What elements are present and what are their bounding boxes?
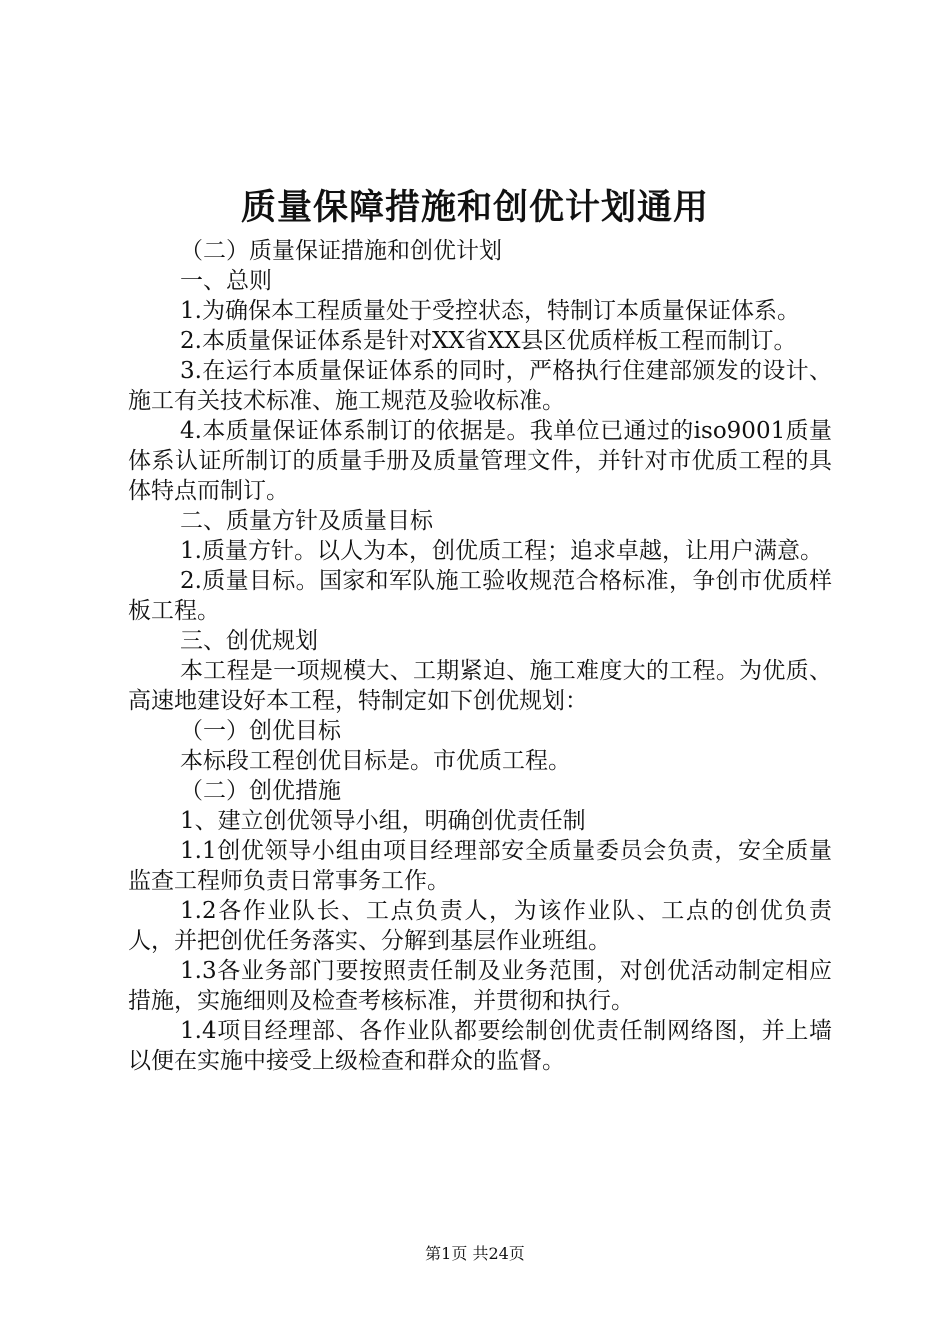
paragraph: 本标段工程创优目标是。市优质工程。 (180, 748, 571, 774)
document-body (128, 236, 832, 1076)
paragraph: 1.3各业务部门要按照责任制及业务范围，对创优活动制定相应措施，实施细则及检查考核标准，并贯彻和执行。 (128, 958, 832, 1014)
paragraph: 1、建立创优领导小组，明确创优责任制 (180, 808, 586, 834)
paragraph: 1.质量方针。以人为本，创优质工程；追求卓越，让用户满意。 (180, 538, 823, 564)
page-footer: 第1页 共24页 (425, 1244, 525, 1263)
paragraph: 1.2各作业队长、工点负责人，为该作业队、工点的创优负责人，并把创优任务落实、分解到基层作业班组。 (128, 898, 832, 954)
paragraph: 本工程是一项规模大、工期紧迫、施工难度大的工程。为优质、高速地建设好本工程，特制定如下创优规划： (128, 658, 832, 714)
paragraph: 一、总则 (180, 268, 272, 294)
paragraph: 2.质量目标。国家和军队施工验收规范合格标准，争创市优质样板工程。 (128, 568, 832, 624)
paragraph: （一）创优目标 (180, 718, 341, 744)
paragraph: 1.4项目经理部、各作业队都要绘制创优责任制网络图，并上墙以便在实施中接受上级检查和群众的监督。 (128, 1018, 832, 1074)
paragraph: （二）质量保证措施和创优计划 (180, 238, 502, 264)
paragraph: 1.为确保本工程质量处于受控状态，特制订本质量保证体系。 (180, 298, 800, 324)
paragraph: 2.本质量保证体系是针对XX省XX县区优质样板工程而制订。 (180, 328, 797, 354)
paragraph: （二）创优措施 (180, 778, 341, 804)
paragraph: 三、创优规划 (180, 628, 318, 654)
paragraph: 1.1创优领导小组由项目经理部安全质量委员会负责，安全质量监查工程师负责日常事务工作。 (128, 838, 832, 894)
paragraph: 二、质量方针及质量目标 (180, 508, 433, 534)
paragraph: 3.在运行本质量保证体系的同时，严格执行住建部颁发的设计、施工有关技术标准、施工规范及验收标准。 (128, 358, 832, 414)
document-title: 质量保障措施和创优计划通用 (240, 188, 709, 228)
paragraph: 4.本质量保证体系制订的依据是。我单位已通过的iso9001质量体系认证所制订的质量手册及质量管理文件，并针对市优质工程的具体特点而制订。 (128, 418, 832, 504)
